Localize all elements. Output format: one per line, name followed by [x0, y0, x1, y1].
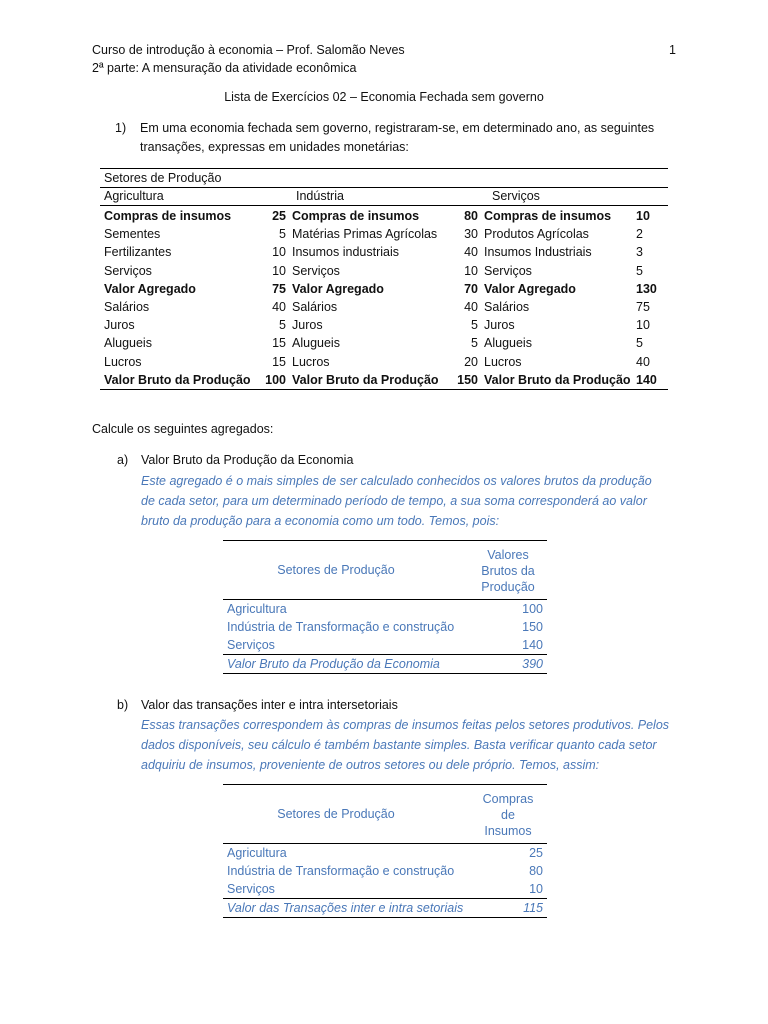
cell-label: Salários: [292, 299, 338, 314]
cell-label: Fertilizantes: [104, 245, 172, 260]
cell-value: 5: [636, 336, 643, 351]
part-b-number: b): [117, 698, 129, 712]
cell-value: 5: [279, 318, 286, 333]
table-cell: [100, 371, 288, 389]
table-row: [100, 316, 668, 334]
table-cell: [288, 371, 480, 389]
cell-label: Valor Agregado: [292, 281, 384, 296]
col-sectors-header: Setores de Produção: [277, 807, 395, 821]
table-row: [100, 280, 668, 298]
cell-label: Juros: [104, 318, 135, 333]
table-row: [223, 862, 547, 880]
cell-value: 80: [464, 209, 478, 223]
table-cell: [100, 298, 288, 316]
table-row: [100, 207, 668, 225]
cell-value: 5: [636, 263, 643, 278]
table-cell: [480, 371, 668, 389]
header-line: Compras: [482, 792, 534, 806]
cell-label: Serviços: [104, 263, 152, 278]
cell-value: 15: [272, 354, 286, 369]
cell-value: 5: [471, 318, 478, 333]
paragraph-line: dados disponíveis, seu cálculo é também bastante simples. Basta verificar quanto cada setor: [141, 738, 657, 752]
cell-label: Valor Agregado: [484, 281, 576, 296]
col-sectors-header: Setores de Produção: [277, 563, 395, 577]
cell-label: Lucros: [292, 354, 330, 369]
transactions-table: [100, 168, 668, 390]
row-label: Serviços: [227, 638, 275, 652]
row-label: Indústria de Transformação e construção: [227, 620, 455, 634]
cell-value: 10: [636, 318, 650, 333]
cell-label: Compras de insumos: [484, 209, 612, 223]
cell-label: Compras de insumos: [292, 209, 420, 223]
table-total-row: [223, 654, 547, 674]
cell-label: Compras de insumos: [104, 209, 232, 223]
table-header-row: [223, 784, 547, 844]
total-value: 115: [523, 901, 543, 915]
cell-value: 40: [272, 299, 286, 314]
cell-label: Salários: [104, 299, 150, 314]
cell-label: Alugueis: [104, 336, 152, 351]
cell-value: 10: [464, 263, 478, 278]
table-cell: [100, 262, 288, 280]
cell-value: 10: [272, 263, 286, 278]
cell-value: 15: [272, 336, 286, 351]
col-values-header: [469, 541, 547, 599]
cell-label: Juros: [292, 318, 323, 333]
table-cell: [100, 353, 288, 371]
cell-label: Juros: [484, 318, 515, 333]
table-cell: [288, 353, 480, 371]
cell-label: Insumos industriais: [292, 245, 399, 260]
header-line: Valores: [487, 548, 529, 562]
cell-value: 40: [464, 245, 478, 260]
table-cell: [100, 225, 288, 243]
table-cell: [288, 298, 480, 316]
page-number: 1: [669, 43, 676, 57]
table-cell: [288, 334, 480, 352]
question-number: 1): [115, 121, 127, 135]
cell-value: 150: [457, 372, 478, 387]
table-cell: [480, 243, 668, 261]
row-label: Agricultura: [227, 846, 287, 860]
cell-value: 5: [471, 336, 478, 351]
table-row: [223, 844, 547, 862]
table-row: [100, 298, 668, 316]
cell-label: Alugueis: [484, 336, 532, 351]
table-cell: [288, 262, 480, 280]
cell-value: 3: [636, 245, 643, 260]
total-label: Valor Bruto da Produção da Economia: [227, 657, 440, 671]
table-cell: [100, 334, 288, 352]
table-row: [100, 353, 668, 371]
table-cell: [288, 316, 480, 334]
table-cell: [100, 207, 288, 225]
total-label: Valor das Transações inter e intra setoriais: [227, 901, 464, 915]
table-cell: [480, 225, 668, 243]
cell-value: 40: [636, 354, 650, 369]
row-label: Serviços: [227, 882, 275, 896]
paragraph-line: bruto da produção para a economia como um todo. Temos, pois:: [141, 514, 500, 528]
paragraph-line: Este agregado é o mais simples de ser calculado conhecidos os valores brutos da produção: [141, 474, 652, 488]
header-industry: Indústria: [296, 189, 344, 203]
cell-label: Valor Bruto da Produção: [484, 372, 631, 387]
table-cell: [480, 334, 668, 352]
table-cell: [100, 243, 288, 261]
row-label: Agricultura: [227, 602, 287, 616]
header-services: Serviços: [492, 189, 540, 203]
table-row: [100, 334, 668, 352]
header-line: Brutos da: [481, 564, 535, 578]
cell-label: Valor Agregado: [104, 281, 196, 296]
table-row: [100, 262, 668, 280]
header-line: de: [501, 808, 515, 822]
table-total-row: [223, 898, 547, 918]
cell-value: 5: [279, 227, 286, 242]
cell-label: Insumos Industriais: [484, 245, 592, 260]
input-purchases-table: [223, 784, 547, 918]
table-row: [100, 371, 668, 389]
cell-label: Matérias Primas Agrícolas: [292, 227, 438, 242]
row-label: Indústria de Transformação e construção: [227, 864, 455, 878]
table-cell: [288, 280, 480, 298]
table-body: [100, 206, 668, 389]
row-value: 25: [529, 846, 543, 860]
table-cell: [480, 298, 668, 316]
cell-value: 130: [636, 281, 657, 296]
cell-value: 20: [464, 354, 478, 369]
col-purchases-header: [469, 785, 547, 843]
table-header-row: [223, 540, 547, 600]
table-cell: [288, 225, 480, 243]
row-value: 100: [522, 602, 543, 616]
cell-label: Valor Bruto da Produção: [292, 372, 439, 387]
table-cell: [480, 353, 668, 371]
paragraph-line: de cada setor, para um determinado período de tempo, a sua soma corresponderá ao valor: [141, 494, 647, 508]
cell-label: Serviços: [292, 263, 340, 278]
cell-value: 140: [636, 372, 657, 387]
exercise-title: Lista de Exercícios 02 – Economia Fechada sem governo: [224, 90, 544, 104]
table-cell: [100, 280, 288, 298]
cell-value: 75: [272, 281, 286, 296]
table-cell: [480, 262, 668, 280]
cell-label: Salários: [484, 299, 530, 314]
row-value: 150: [522, 620, 543, 634]
table-row: [223, 880, 547, 898]
gross-production-table: [223, 540, 547, 674]
cell-value: 10: [272, 245, 286, 260]
header-line: Produção: [481, 580, 535, 594]
table-cell: [480, 280, 668, 298]
table-header-row: [100, 187, 668, 206]
part-header: 2ª parte: A mensuração da atividade econômica: [92, 61, 357, 75]
table-cell: [480, 207, 668, 225]
cell-value: 2: [636, 227, 643, 242]
header-line: Insumos: [484, 824, 532, 838]
table-row: [100, 243, 668, 261]
table-row: [223, 636, 547, 654]
cell-label: Lucros: [104, 354, 142, 369]
cell-value: 25: [272, 209, 286, 223]
course-header: Curso de introdução à economia – Prof. Salomão Neves: [92, 43, 405, 57]
part-b-paragraph: [141, 715, 681, 775]
table-row: [100, 225, 668, 243]
header-agriculture: Agricultura: [104, 189, 164, 203]
cell-label: Alugueis: [292, 336, 340, 351]
part-a-number: a): [117, 453, 129, 467]
paragraph-line: adquiriu de insumos, proveniente de outros setores ou dele próprio. Temos, assim:: [141, 758, 600, 772]
row-value: 10: [529, 882, 543, 896]
table-section-label: Setores de Produção: [104, 171, 222, 185]
cell-value: 70: [464, 281, 478, 296]
cell-value: 75: [636, 299, 650, 314]
cell-label: Serviços: [484, 263, 532, 278]
part-a-title: Valor Bruto da Produção da Economia: [141, 453, 354, 467]
table-cell: [100, 316, 288, 334]
part-b-title: Valor das transações inter e intra intersetoriais: [141, 698, 398, 712]
question-text: Em uma economia fechada sem governo, registraram-se, em determinado ano, as seguintes transações, expressas em unidades monetárias:: [140, 121, 655, 154]
table-row: [223, 618, 547, 636]
cell-label: Lucros: [484, 354, 522, 369]
paragraph-line: Essas transações correspondem às compras de insumos feitas pelos setores produtivos. Pelos: [141, 718, 670, 732]
cell-label: Valor Bruto da Produção: [104, 372, 251, 387]
cell-label: Produtos Agrícolas: [484, 227, 589, 242]
table-cell: [288, 207, 480, 225]
cell-label: Sementes: [104, 227, 161, 242]
cell-value: 40: [464, 299, 478, 314]
row-value: 140: [522, 638, 543, 652]
table-cell: [480, 316, 668, 334]
part-a-paragraph: [141, 471, 681, 531]
table-row: [223, 600, 547, 618]
cell-value: 10: [636, 209, 650, 223]
total-value: 390: [522, 657, 543, 671]
row-value: 80: [529, 864, 543, 878]
table-cell: [288, 243, 480, 261]
calc-intro: Calcule os seguintes agregados:: [92, 422, 274, 436]
cell-value: 100: [265, 372, 286, 387]
cell-value: 30: [464, 227, 478, 242]
